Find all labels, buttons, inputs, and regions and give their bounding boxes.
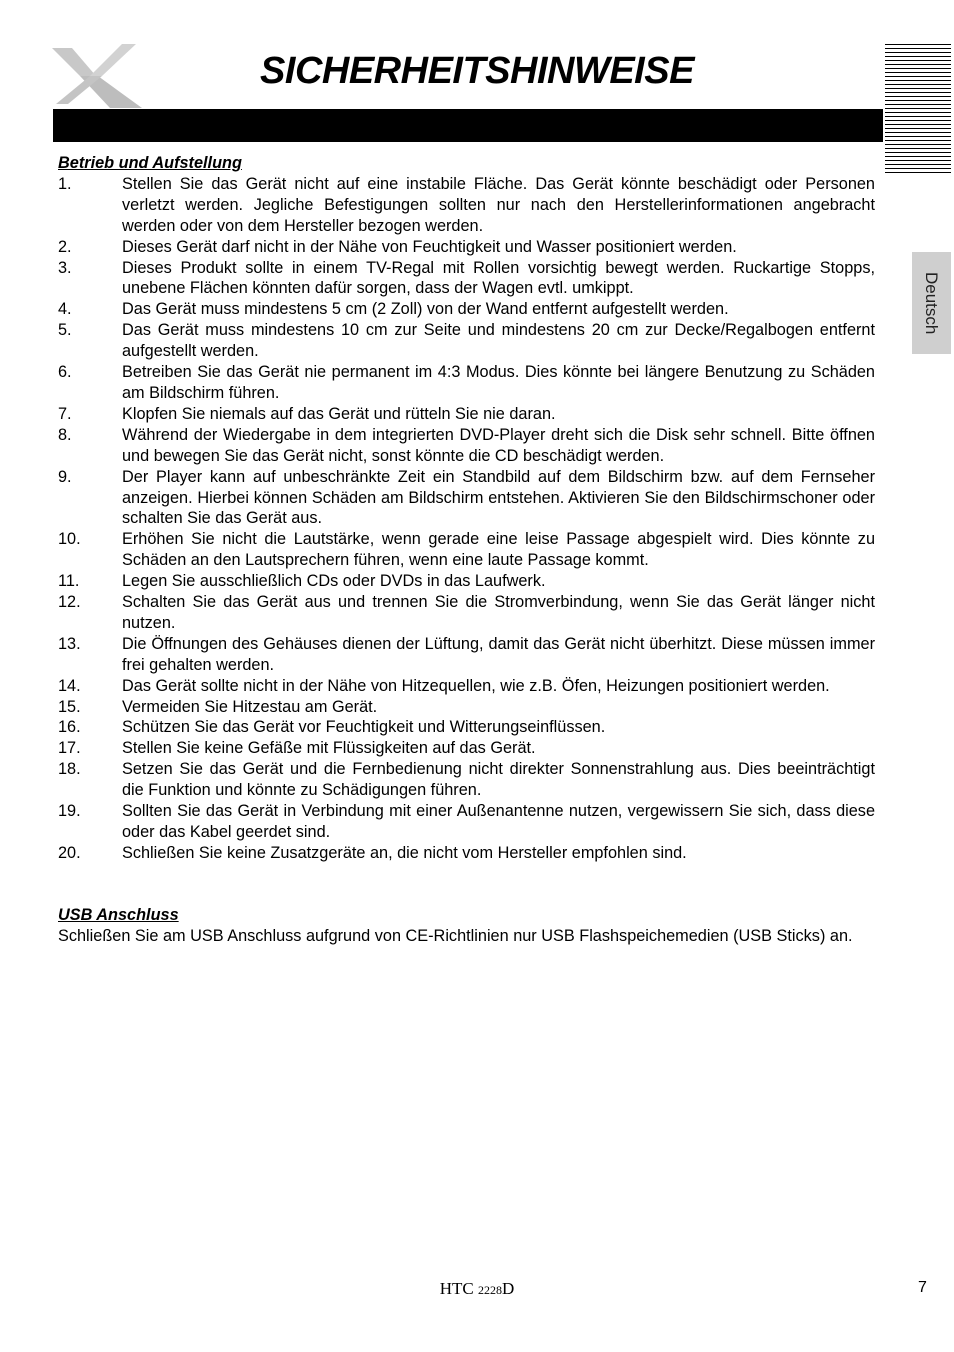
list-item-number: 4. xyxy=(58,300,72,319)
list-item-number: 7. xyxy=(58,404,72,423)
list-item-number: 14. xyxy=(58,676,81,695)
page-number: 7 xyxy=(918,1279,927,1296)
footer-model xyxy=(0,1279,954,1299)
list-item xyxy=(58,174,875,237)
list-item-number: 2. xyxy=(58,237,72,256)
list-item-text: Dieses Gerät darf nicht in der Nähe von Feuchtigkeit und Wasser positioniert werden. xyxy=(122,237,737,256)
list-item-number: 10. xyxy=(58,530,81,549)
model-suffix: D xyxy=(501,1279,515,1298)
list-item xyxy=(58,425,875,467)
list-item xyxy=(58,258,875,300)
list-item xyxy=(58,237,875,258)
list-item-text: Vermeiden Sie Hitzestau am Gerät. xyxy=(122,697,378,716)
list-item-text: Das Gerät muss mindestens 10 cm zur Seite und mindestens 20 cm zur Decke/Regalbogen entfernt aufgestellt werden. xyxy=(122,321,875,361)
list-item-text: Schließen Sie keine Zusatzgeräte an, die nicht vom Hersteller empfohlen sind. xyxy=(122,843,687,862)
list-item-number: 9. xyxy=(58,467,72,486)
list-item-text: Stellen Sie das Gerät nicht auf eine instabile Fläche. Das Gerät könnte beschädigt oder Personen verletzt werden. Jegliche Befestigungen sollten nur nach den Herstellerinformationen angebracht werden oder von dem Hersteller bezogen werden. xyxy=(122,174,875,235)
list-item-text: Das Gerät sollte nicht in der Nähe von Hitzequellen, wie z.B. Öfen, Heizungen positioniert werden. xyxy=(122,676,830,695)
model-number: 2228 xyxy=(477,1283,502,1297)
list-item xyxy=(58,717,875,738)
list-item-text: Während der Wiedergabe in dem integrierten DVD-Player dreht sich die Disk sehr schnell. Bitte öffnen und bewegen Sie das Gerät nicht, sonst könnte die CD beschädigt werden. xyxy=(122,425,875,465)
list-item xyxy=(58,404,875,425)
list-item-text: Die Öffnungen des Gehäuses dienen der Lüftung, damit das Gerät nicht überhitzt. Diese müssen immer frei gehalten werden. xyxy=(122,634,875,674)
list-item-number: 19. xyxy=(58,802,81,821)
list-item-number: 12. xyxy=(58,593,81,612)
list-item xyxy=(58,299,875,320)
list-item-text: Klopfen Sie niemals auf das Gerät und rütteln Sie nie daran. xyxy=(122,404,556,423)
list-item-text: Setzen Sie das Gerät und die Fernbedienung nicht direkter Sonnenstrahlung aus. Dies beeinträchtigt die Funktion und könnte zu Schädigungen führen. xyxy=(122,760,875,800)
list-item xyxy=(58,467,875,530)
side-stripes-decoration xyxy=(885,44,951,174)
list-item-text: Der Player kann auf unbeschränkte Zeit ein Standbild auf dem Bildschirm bzw. auf dem Fernseher anzeigen. Hierbei können Schäden am Bildschirm entstehen. Aktivieren Sie den Bildschirmschoner oder schalten Sie das Gerät aus. xyxy=(122,467,875,528)
list-item-text: Dieses Produkt sollte in einem TV-Regal mit Rollen vorsichtig bewegt werden. Ruckartige Stopps, unebene Flächen könnten dafür sorgen, dass der Wagen evtl. umkippt. xyxy=(122,258,875,298)
section-heading-usb: USB Anschluss xyxy=(58,905,179,924)
list-item xyxy=(58,676,875,697)
main-content xyxy=(58,153,875,947)
list-item-number: 6. xyxy=(58,363,72,382)
page-title: SICHERHEITSHINWEISE xyxy=(260,50,694,92)
halftone-dots-decoration xyxy=(838,108,884,142)
list-item-number: 13. xyxy=(58,634,81,653)
list-item-number: 1. xyxy=(58,174,72,193)
list-item-text: Erhöhen Sie nicht die Lautstärke, wenn gerade eine leise Passage abgespielt wird. Dies könnte zu Schäden an den Lautsprechern führen, wenn eine laute Passage kommt. xyxy=(122,530,875,570)
usb-paragraph: Schließen Sie am USB Anschluss aufgrund von CE-Richtlinien nur USB Flashspeichemedien (USB Sticks) an. xyxy=(58,926,853,945)
list-item-number: 20. xyxy=(58,843,81,862)
list-item xyxy=(58,759,875,801)
list-item-number: 17. xyxy=(58,739,81,758)
list-item xyxy=(58,362,875,404)
list-item xyxy=(58,571,875,592)
list-item xyxy=(58,320,875,362)
list-item-text: Betreiben Sie das Gerät nie permanent im 4:3 Modus. Dies könnte bei längere Benutzung zu Schäden am Bildschirm führen. xyxy=(122,363,875,402)
safety-list xyxy=(58,174,875,864)
list-item-number: 15. xyxy=(58,697,81,716)
list-item xyxy=(58,529,875,571)
header-banner xyxy=(53,109,883,142)
list-item-number: 5. xyxy=(58,321,72,340)
list-item xyxy=(58,801,875,843)
list-item-number: 18. xyxy=(58,760,81,779)
list-item-text: Schalten Sie das Gerät aus und trennen Sie die Stromverbindung, wenn Sie das Gerät länger nicht nutzen. xyxy=(122,593,875,632)
model-main: HTC xyxy=(439,1279,474,1298)
language-tab-label: Deutsch xyxy=(922,271,941,335)
list-item xyxy=(58,697,875,718)
list-item-text: Das Gerät muss mindestens 5 cm (2 Zoll) von der Wand entfernt aufgestellt werden. xyxy=(122,300,729,319)
list-item-text: Sollten Sie das Gerät in Verbindung mit einer Außenantenne nutzen, vergewissern Sie sich, dass diese oder das Kabel geerdet sind. xyxy=(122,802,875,841)
list-item-text: Schützen Sie das Gerät vor Feuchtigkeit und Witterungseinflüssen. xyxy=(122,718,606,737)
list-item-number: 16. xyxy=(58,718,81,737)
section-heading-operation: Betrieb und Aufstellung xyxy=(58,154,242,172)
list-item-number: 11. xyxy=(58,572,80,591)
list-item-number: 8. xyxy=(58,425,72,444)
list-item-number: 3. xyxy=(58,258,72,277)
list-item-text: Legen Sie ausschließlich CDs oder DVDs in das Laufwerk. xyxy=(122,572,546,591)
list-item xyxy=(58,843,875,864)
list-item-text: Stellen Sie keine Gefäße mit Flüssigkeiten auf das Gerät. xyxy=(122,739,536,758)
list-item xyxy=(58,634,875,676)
list-item xyxy=(58,592,875,634)
list-item xyxy=(58,738,875,759)
